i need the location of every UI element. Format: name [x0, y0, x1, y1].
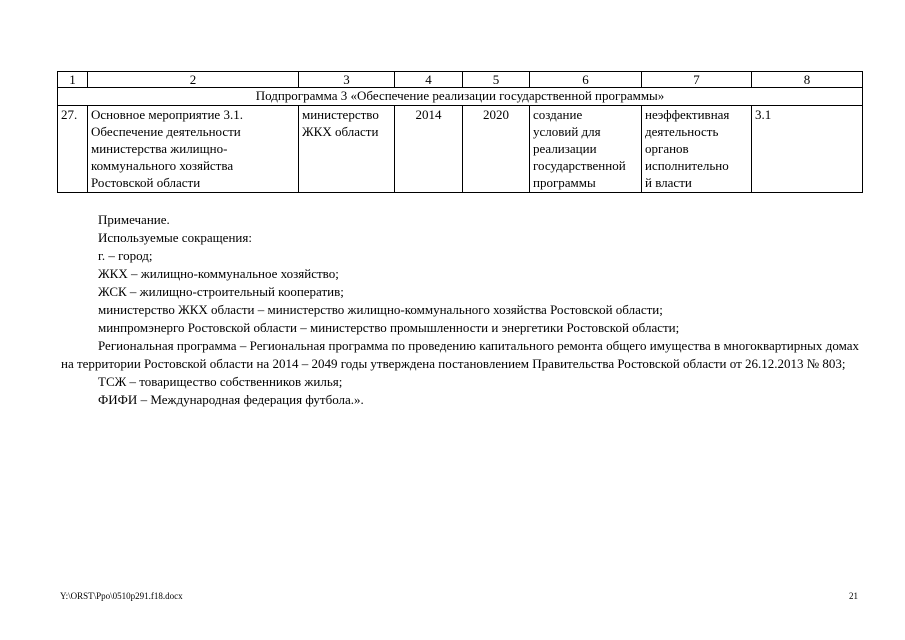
- footer-file-path: Y:\ORST\Ppo\0510p291.f18.docx: [60, 591, 183, 601]
- executor-line: министерство: [302, 107, 379, 122]
- table-header-row: [58, 72, 863, 88]
- header-cell: 2: [88, 72, 299, 88]
- subprogram-title: Подпрограмма 3 «Обеспечение реализации государственной программы»: [58, 88, 863, 106]
- header-cell: 5: [463, 72, 530, 88]
- note-paragraph: Региональная программа – Региональная программа по проведению капитального ремонта общего имущества в многоквартирных домах на территории Ростовской области на 2014 – 2049 годы утверждена постановлением Правительства Ростовской области от 26.12.2013 № 803;: [61, 338, 859, 371]
- measure-name-line: коммунального хозяйства: [91, 158, 234, 173]
- header-cell: 1: [58, 72, 88, 88]
- result-line: создание: [533, 107, 583, 122]
- note-paragraph: ТСЖ – товарищество собственников жилья;: [98, 374, 343, 389]
- header-cell: 6: [530, 72, 642, 88]
- note-paragraph: ФИФИ – Международная федерация футбола.».: [98, 392, 364, 407]
- header-cell: 7: [642, 72, 752, 88]
- notes-section: [61, 211, 859, 409]
- subprogram-row: [58, 88, 863, 106]
- non-implementation-consequence: [642, 106, 752, 193]
- measure-name-line: Основное мероприятие 3.1.: [91, 107, 243, 122]
- row-number: 27.: [58, 106, 88, 193]
- measure-name-line: Ростовской области: [91, 175, 201, 190]
- result-line: программы: [533, 175, 596, 190]
- consequence-line: й власти: [645, 175, 692, 190]
- note-heading: Примечание.: [98, 212, 170, 227]
- consequence-line: органов: [645, 141, 689, 156]
- result-line: условий для: [533, 124, 601, 139]
- indicator-link: 3.1: [752, 106, 863, 193]
- executor: [299, 106, 395, 193]
- note-paragraph: г. – город;: [98, 248, 153, 263]
- measure-name-line: министерства жилищно-: [91, 141, 228, 156]
- header-cell: 8: [752, 72, 863, 88]
- note-paragraph: министерство ЖКХ области – министерство жилищно-коммунального хозяйства Ростовской области;: [98, 302, 663, 317]
- page-number: 21: [849, 591, 858, 601]
- note-paragraph: ЖКХ – жилищно-коммунальное хозяйство;: [98, 266, 339, 281]
- program-table: [57, 71, 863, 193]
- result-line: реализации: [533, 141, 597, 156]
- table-row: [58, 106, 863, 193]
- note-paragraph: ЖСК – жилищно-строительный кооператив;: [98, 284, 344, 299]
- executor-line: ЖКХ области: [302, 124, 379, 139]
- start-year: 2014: [395, 106, 463, 193]
- consequence-line: исполнительно: [645, 158, 729, 173]
- end-year: 2020: [463, 106, 530, 193]
- header-cell: 4: [395, 72, 463, 88]
- expected-result: [530, 106, 642, 193]
- result-line: государственной: [533, 158, 626, 173]
- note-paragraph: Используемые сокращения:: [98, 230, 252, 245]
- note-paragraph: минпромэнерго Ростовской области – министерство промышленности и энергетики Ростовской области;: [98, 320, 680, 335]
- consequence-line: неэффективная: [645, 107, 730, 122]
- measure-name: [88, 106, 299, 193]
- consequence-line: деятельность: [645, 124, 719, 139]
- measure-name-line: Обеспечение деятельности: [91, 124, 241, 139]
- header-cell: 3: [299, 72, 395, 88]
